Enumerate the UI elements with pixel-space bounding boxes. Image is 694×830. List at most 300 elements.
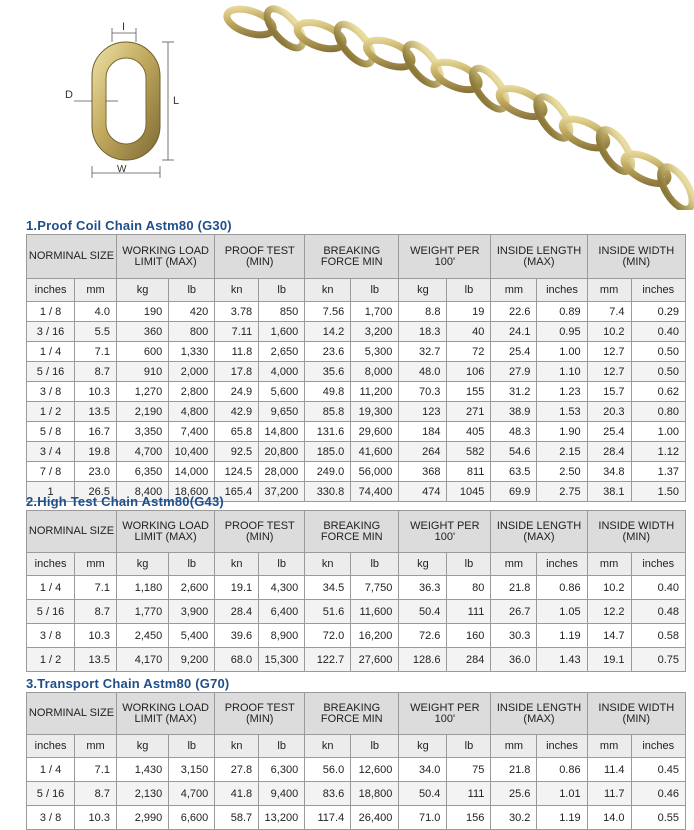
unit-header: inches bbox=[27, 279, 75, 302]
table-cell: 17.8 bbox=[215, 362, 259, 382]
table-cell: 160 bbox=[447, 624, 491, 648]
table-cell: 68.0 bbox=[215, 648, 259, 672]
table-cell: 28.4 bbox=[587, 442, 631, 462]
unit-header: kg bbox=[116, 553, 168, 576]
column-group-header: PROOF TEST (MIN) bbox=[215, 693, 305, 735]
table-cell: 69.9 bbox=[491, 482, 537, 502]
table-cell: 1,180 bbox=[116, 576, 168, 600]
column-group-header: WORKING LOAD LIMIT (MAX) bbox=[116, 235, 214, 279]
table-cell: 2,800 bbox=[169, 382, 215, 402]
table-cell: 1.05 bbox=[537, 600, 587, 624]
table-cell: 26,400 bbox=[351, 806, 399, 830]
column-group-header: PROOF TEST (MIN) bbox=[215, 235, 305, 279]
table-cell: 4,300 bbox=[259, 576, 305, 600]
table-cell: 34.5 bbox=[305, 576, 351, 600]
table-cell: 271 bbox=[447, 402, 491, 422]
section-title-transport: 3.Transport Chain Astm80 (G70) bbox=[26, 676, 230, 691]
table-cell: 0.89 bbox=[537, 302, 587, 322]
table-cell: 190 bbox=[116, 302, 168, 322]
table-cell: 38.1 bbox=[587, 482, 631, 502]
unit-header: mm bbox=[75, 279, 117, 302]
table-cell: 165.4 bbox=[215, 482, 259, 502]
table-cell: 13.5 bbox=[75, 402, 117, 422]
column-group-header: INSIDE LENGTH (MAX) bbox=[491, 693, 587, 735]
dimension-label-d: D bbox=[65, 89, 73, 101]
table-cell: 20.3 bbox=[587, 402, 631, 422]
table-cell: 184 bbox=[399, 422, 447, 442]
table-cell: 30.2 bbox=[491, 806, 537, 830]
table-cell: 6,300 bbox=[259, 758, 305, 782]
table-cell: 111 bbox=[447, 600, 491, 624]
table-cell: 22.6 bbox=[491, 302, 537, 322]
table-row bbox=[27, 648, 686, 672]
table-cell: 19.1 bbox=[587, 648, 631, 672]
table-cell: 600 bbox=[116, 342, 168, 362]
unit-header: inches bbox=[537, 279, 587, 302]
table-cell: 1.53 bbox=[537, 402, 587, 422]
table-cell: 25.4 bbox=[587, 422, 631, 442]
table-cell: 65.8 bbox=[215, 422, 259, 442]
chain-photo bbox=[224, 3, 694, 210]
unit-header: kg bbox=[116, 279, 168, 302]
table-cell: 19.8 bbox=[75, 442, 117, 462]
table-cell: 0.95 bbox=[537, 322, 587, 342]
table-cell: 1.00 bbox=[537, 342, 587, 362]
unit-header: lb bbox=[259, 735, 305, 758]
table-cell: 14.0 bbox=[587, 806, 631, 830]
table-cell: 1.19 bbox=[537, 806, 587, 830]
table-cell: 10,400 bbox=[169, 442, 215, 462]
table-cell: 7.1 bbox=[75, 758, 117, 782]
table-cell: 1,430 bbox=[116, 758, 168, 782]
unit-header: lb bbox=[351, 279, 399, 302]
table-cell: 1.43 bbox=[537, 648, 587, 672]
table-cell: 9,400 bbox=[259, 782, 305, 806]
table-cell: 4,170 bbox=[116, 648, 168, 672]
table-cell: 35.6 bbox=[305, 362, 351, 382]
table-cell: 582 bbox=[447, 442, 491, 462]
table-cell: 124.5 bbox=[215, 462, 259, 482]
table-cell: 7.1 bbox=[75, 576, 117, 600]
table-cell: 49.8 bbox=[305, 382, 351, 402]
table-cell: 27.8 bbox=[215, 758, 259, 782]
table-cell: 264 bbox=[399, 442, 447, 462]
table-cell: 30.3 bbox=[491, 624, 537, 648]
table-cell: 1,770 bbox=[116, 600, 168, 624]
table-cell: 1 / 4 bbox=[27, 576, 75, 600]
table-cell: 50.4 bbox=[399, 600, 447, 624]
table-cell: 37,200 bbox=[259, 482, 305, 502]
table-cell: 0.50 bbox=[631, 342, 685, 362]
spec-table-high-test bbox=[26, 510, 686, 672]
unit-header: lb bbox=[259, 279, 305, 302]
table-cell: 123 bbox=[399, 402, 447, 422]
table-cell: 4,700 bbox=[169, 782, 215, 806]
table-cell: 3.78 bbox=[215, 302, 259, 322]
unit-header: mm bbox=[587, 279, 631, 302]
table-cell: 850 bbox=[259, 302, 305, 322]
table-cell: 0.40 bbox=[631, 322, 685, 342]
table-cell: 7.4 bbox=[587, 302, 631, 322]
unit-header: kn bbox=[305, 735, 351, 758]
table-cell: 80 bbox=[447, 576, 491, 600]
column-group-header: WEIGHT PER 100' bbox=[399, 511, 491, 553]
table-row bbox=[27, 806, 686, 830]
table-cell: 910 bbox=[116, 362, 168, 382]
table-cell: 2.50 bbox=[537, 462, 587, 482]
table-cell: 8.7 bbox=[75, 600, 117, 624]
table-cell: 51.6 bbox=[305, 600, 351, 624]
table-cell: 21.8 bbox=[491, 576, 537, 600]
table-cell: 2,600 bbox=[169, 576, 215, 600]
unit-header: inches bbox=[27, 735, 75, 758]
table-cell: 72.6 bbox=[399, 624, 447, 648]
table-cell: 185.0 bbox=[305, 442, 351, 462]
table-cell: 1,330 bbox=[169, 342, 215, 362]
table-cell: 3 / 4 bbox=[27, 442, 75, 462]
table-cell: 34.0 bbox=[399, 758, 447, 782]
table-row bbox=[27, 624, 686, 648]
table-cell: 6,600 bbox=[169, 806, 215, 830]
table-row bbox=[27, 342, 686, 362]
column-group-header: NORMINAL SIZE bbox=[27, 693, 117, 735]
table-cell: 811 bbox=[447, 462, 491, 482]
table-cell: 1 / 4 bbox=[27, 342, 75, 362]
table-cell: 20,800 bbox=[259, 442, 305, 462]
unit-header: mm bbox=[491, 279, 537, 302]
table-cell: 2.75 bbox=[537, 482, 587, 502]
table-cell: 39.6 bbox=[215, 624, 259, 648]
table-row bbox=[27, 422, 686, 442]
table-cell: 1.19 bbox=[537, 624, 587, 648]
table-cell: 70.3 bbox=[399, 382, 447, 402]
table-cell: 117.4 bbox=[305, 806, 351, 830]
column-group-header: BREAKING FORCE MIN bbox=[305, 693, 399, 735]
unit-header: kn bbox=[215, 553, 259, 576]
table-cell: 0.80 bbox=[631, 402, 685, 422]
table-cell: 41,600 bbox=[351, 442, 399, 462]
table-cell: 11.8 bbox=[215, 342, 259, 362]
table-cell: 5,400 bbox=[169, 624, 215, 648]
table-cell: 29,600 bbox=[351, 422, 399, 442]
table-cell: 0.40 bbox=[631, 576, 685, 600]
table-row bbox=[27, 600, 686, 624]
table-cell: 1.00 bbox=[631, 422, 685, 442]
link-dimension-diagram bbox=[65, 21, 179, 178]
table-cell: 1 / 2 bbox=[27, 648, 75, 672]
column-group-header: NORMINAL SIZE bbox=[27, 235, 117, 279]
table-cell: 19,300 bbox=[351, 402, 399, 422]
table-cell: 41.8 bbox=[215, 782, 259, 806]
table-row bbox=[27, 758, 686, 782]
table-cell: 5 / 8 bbox=[27, 422, 75, 442]
table-cell: 18,600 bbox=[169, 482, 215, 502]
table-cell: 10.3 bbox=[75, 382, 117, 402]
table-cell: 1 bbox=[27, 482, 75, 502]
unit-header: kg bbox=[399, 735, 447, 758]
table-cell: 56,000 bbox=[351, 462, 399, 482]
table-cell: 85.8 bbox=[305, 402, 351, 422]
table-cell: 1.37 bbox=[631, 462, 685, 482]
unit-header: mm bbox=[587, 553, 631, 576]
table-cell: 122.7 bbox=[305, 648, 351, 672]
table-cell: 21.8 bbox=[491, 758, 537, 782]
table-cell: 50.4 bbox=[399, 782, 447, 806]
table-cell: 284 bbox=[447, 648, 491, 672]
table-cell: 28.4 bbox=[215, 600, 259, 624]
table-cell: 63.5 bbox=[491, 462, 537, 482]
table-cell: 12.2 bbox=[587, 600, 631, 624]
table-cell: 1045 bbox=[447, 482, 491, 502]
table-cell: 800 bbox=[169, 322, 215, 342]
unit-header: lb bbox=[259, 553, 305, 576]
table-cell: 12.7 bbox=[587, 362, 631, 382]
unit-header: kn bbox=[305, 553, 351, 576]
table-cell: 38.9 bbox=[491, 402, 537, 422]
table-cell: 48.3 bbox=[491, 422, 537, 442]
table-cell: 31.2 bbox=[491, 382, 537, 402]
section-title-high-test: 2.High Test Chain Astm80(G43) bbox=[26, 494, 224, 509]
table-cell: 0.86 bbox=[537, 576, 587, 600]
table-cell: 26.5 bbox=[75, 482, 117, 502]
table-cell: 3,150 bbox=[169, 758, 215, 782]
table-cell: 1,600 bbox=[259, 322, 305, 342]
table-row bbox=[27, 302, 686, 322]
chain-link bbox=[654, 162, 694, 210]
table-cell: 1.12 bbox=[631, 442, 685, 462]
dimension-label-i: I bbox=[122, 21, 126, 33]
table-cell: 16.7 bbox=[75, 422, 117, 442]
table-cell: 0.62 bbox=[631, 382, 685, 402]
chain-link bbox=[261, 3, 309, 54]
table-row bbox=[27, 402, 686, 422]
column-group-header: PROOF TEST (MIN) bbox=[215, 511, 305, 553]
unit-header: lb bbox=[169, 735, 215, 758]
table-cell: 14,800 bbox=[259, 422, 305, 442]
unit-header: kg bbox=[116, 735, 168, 758]
table-row bbox=[27, 322, 686, 342]
table-cell: 156 bbox=[447, 806, 491, 830]
table-cell: 111 bbox=[447, 782, 491, 806]
table-cell: 14,000 bbox=[169, 462, 215, 482]
table-cell: 1,270 bbox=[116, 382, 168, 402]
column-group-header: BREAKING FORCE MIN bbox=[305, 235, 399, 279]
unit-header: inches bbox=[631, 735, 685, 758]
table-cell: 27.9 bbox=[491, 362, 537, 382]
table-row bbox=[27, 782, 686, 806]
table-cell: 11.7 bbox=[587, 782, 631, 806]
table-cell: 405 bbox=[447, 422, 491, 442]
unit-header: lb bbox=[447, 279, 491, 302]
table-cell: 15,300 bbox=[259, 648, 305, 672]
table-cell: 7.56 bbox=[305, 302, 351, 322]
table-cell: 2,990 bbox=[116, 806, 168, 830]
chain-hero-graphic bbox=[0, 0, 694, 210]
table-cell: 7.1 bbox=[75, 342, 117, 362]
table-cell: 1 / 8 bbox=[27, 302, 75, 322]
table-cell: 28,000 bbox=[259, 462, 305, 482]
table-row bbox=[27, 462, 686, 482]
table-cell: 75 bbox=[447, 758, 491, 782]
column-group-header: WORKING LOAD LIMIT (MAX) bbox=[116, 511, 214, 553]
table-cell: 19 bbox=[447, 302, 491, 322]
column-group-header: INSIDE WIDTH (MIN) bbox=[587, 693, 685, 735]
table-cell: 1.10 bbox=[537, 362, 587, 382]
unit-header: kg bbox=[399, 553, 447, 576]
table-cell: 23.0 bbox=[75, 462, 117, 482]
table-cell: 6,350 bbox=[116, 462, 168, 482]
table-cell: 8,900 bbox=[259, 624, 305, 648]
table-cell: 13.5 bbox=[75, 648, 117, 672]
unit-header: lb bbox=[169, 553, 215, 576]
table-cell: 48.0 bbox=[399, 362, 447, 382]
table-cell: 5 / 16 bbox=[27, 600, 75, 624]
table-cell: 5.5 bbox=[75, 322, 117, 342]
table-cell: 2,190 bbox=[116, 402, 168, 422]
table-cell: 10.2 bbox=[587, 576, 631, 600]
table-cell: 72 bbox=[447, 342, 491, 362]
table-cell: 0.48 bbox=[631, 600, 685, 624]
table-cell: 11.4 bbox=[587, 758, 631, 782]
unit-header: lb bbox=[447, 553, 491, 576]
table-cell: 1.23 bbox=[537, 382, 587, 402]
table-cell: 83.6 bbox=[305, 782, 351, 806]
column-group-header: INSIDE WIDTH (MIN) bbox=[587, 511, 685, 553]
table-cell: 34.8 bbox=[587, 462, 631, 482]
table-cell: 25.6 bbox=[491, 782, 537, 806]
unit-header: inches bbox=[631, 553, 685, 576]
table-cell: 25.4 bbox=[491, 342, 537, 362]
table-cell: 0.29 bbox=[631, 302, 685, 322]
unit-header: kn bbox=[215, 279, 259, 302]
table-cell: 360 bbox=[116, 322, 168, 342]
table-cell: 2,000 bbox=[169, 362, 215, 382]
spec-table-transport bbox=[26, 692, 686, 830]
section-title-proof-coil: 1.Proof Coil Chain Astm80 (G30) bbox=[26, 218, 232, 233]
table-cell: 13,200 bbox=[259, 806, 305, 830]
table-cell: 23.6 bbox=[305, 342, 351, 362]
column-group-header: WEIGHT PER 100' bbox=[399, 693, 491, 735]
table-cell: 1 / 2 bbox=[27, 402, 75, 422]
column-group-header: INSIDE LENGTH (MAX) bbox=[491, 235, 587, 279]
table-cell: 0.86 bbox=[537, 758, 587, 782]
table-cell: 27,600 bbox=[351, 648, 399, 672]
table-cell: 7.11 bbox=[215, 322, 259, 342]
table-cell: 131.6 bbox=[305, 422, 351, 442]
table-cell: 10.2 bbox=[587, 322, 631, 342]
table-cell: 24.9 bbox=[215, 382, 259, 402]
unit-header: inches bbox=[27, 553, 75, 576]
table-cell: 26.7 bbox=[491, 600, 537, 624]
table-cell: 12.7 bbox=[587, 342, 631, 362]
table-cell: 0.55 bbox=[631, 806, 685, 830]
unit-header: inches bbox=[537, 735, 587, 758]
unit-header: lb bbox=[169, 279, 215, 302]
table-cell: 8.7 bbox=[75, 362, 117, 382]
unit-header: mm bbox=[587, 735, 631, 758]
table-cell: 40 bbox=[447, 322, 491, 342]
table-cell: 0.46 bbox=[631, 782, 685, 806]
unit-header: kn bbox=[305, 279, 351, 302]
table-cell: 1.90 bbox=[537, 422, 587, 442]
table-cell: 128.6 bbox=[399, 648, 447, 672]
table-cell: 3 / 8 bbox=[27, 624, 75, 648]
table-cell: 0.75 bbox=[631, 648, 685, 672]
table-cell: 368 bbox=[399, 462, 447, 482]
table-cell: 12,600 bbox=[351, 758, 399, 782]
table-cell: 54.6 bbox=[491, 442, 537, 462]
table-cell: 71.0 bbox=[399, 806, 447, 830]
table-cell: 1.50 bbox=[631, 482, 685, 502]
table-cell: 24.1 bbox=[491, 322, 537, 342]
table-cell: 2,130 bbox=[116, 782, 168, 806]
table-cell: 11,600 bbox=[351, 600, 399, 624]
table-cell: 32.7 bbox=[399, 342, 447, 362]
table-cell: 36.3 bbox=[399, 576, 447, 600]
table-cell: 92.5 bbox=[215, 442, 259, 462]
unit-header: kn bbox=[215, 735, 259, 758]
table-cell: 8.7 bbox=[75, 782, 117, 806]
table-cell: 249.0 bbox=[305, 462, 351, 482]
table-row bbox=[27, 576, 686, 600]
table-cell: 7,750 bbox=[351, 576, 399, 600]
table-cell: 14.2 bbox=[305, 322, 351, 342]
table-cell: 1,700 bbox=[351, 302, 399, 322]
spec-table-proof-coil bbox=[26, 234, 686, 502]
table-cell: 5,300 bbox=[351, 342, 399, 362]
table-cell: 72.0 bbox=[305, 624, 351, 648]
column-group-header: BREAKING FORCE MIN bbox=[305, 511, 399, 553]
table-cell: 3 / 8 bbox=[27, 382, 75, 402]
unit-header: mm bbox=[491, 735, 537, 758]
table-cell: 4.0 bbox=[75, 302, 117, 322]
table-cell: 9,650 bbox=[259, 402, 305, 422]
table-cell: 474 bbox=[399, 482, 447, 502]
table-cell: 8,000 bbox=[351, 362, 399, 382]
table-cell: 4,000 bbox=[259, 362, 305, 382]
table-cell: 4,800 bbox=[169, 402, 215, 422]
unit-header: inches bbox=[537, 553, 587, 576]
table-cell: 10.3 bbox=[75, 806, 117, 830]
table-cell: 2,450 bbox=[116, 624, 168, 648]
column-group-header: WORKING LOAD LIMIT (MAX) bbox=[116, 693, 214, 735]
unit-header: lb bbox=[447, 735, 491, 758]
table-cell: 7 / 8 bbox=[27, 462, 75, 482]
table-cell: 1 / 4 bbox=[27, 758, 75, 782]
table-cell: 11,200 bbox=[351, 382, 399, 402]
column-group-header: INSIDE WIDTH (MIN) bbox=[587, 235, 685, 279]
table-cell: 5 / 16 bbox=[27, 782, 75, 806]
table-cell: 0.50 bbox=[631, 362, 685, 382]
unit-header: lb bbox=[351, 553, 399, 576]
dimension-label-l: L bbox=[173, 95, 180, 107]
table-cell: 106 bbox=[447, 362, 491, 382]
table-cell: 15.7 bbox=[587, 382, 631, 402]
table-cell: 2,650 bbox=[259, 342, 305, 362]
table-cell: 18.3 bbox=[399, 322, 447, 342]
table-row bbox=[27, 382, 686, 402]
table-cell: 330.8 bbox=[305, 482, 351, 502]
table-cell: 155 bbox=[447, 382, 491, 402]
table-cell: 16,200 bbox=[351, 624, 399, 648]
table-cell: 1.01 bbox=[537, 782, 587, 806]
unit-header: inches bbox=[631, 279, 685, 302]
table-cell: 0.45 bbox=[631, 758, 685, 782]
table-cell: 2.15 bbox=[537, 442, 587, 462]
table-cell: 18,800 bbox=[351, 782, 399, 806]
table-cell: 3,200 bbox=[351, 322, 399, 342]
table-cell: 4,700 bbox=[116, 442, 168, 462]
